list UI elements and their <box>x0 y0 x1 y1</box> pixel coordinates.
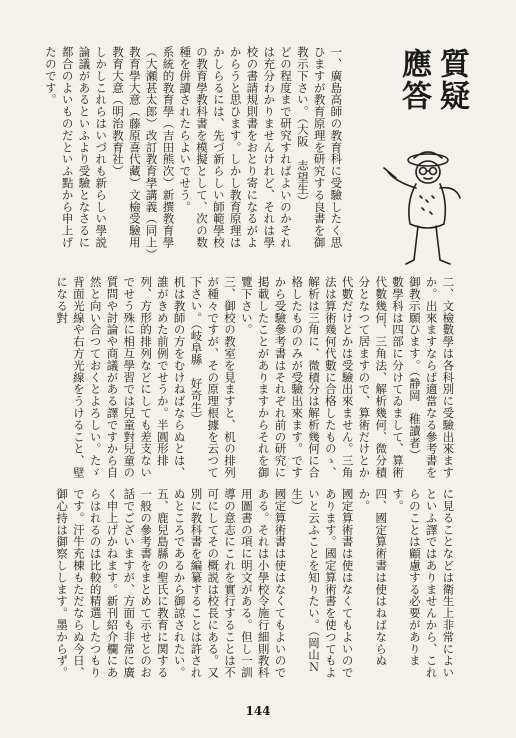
article-upper-text <box>43 46 378 260</box>
lower-paragraphs: に見ることなどは衛生上非常によいといふ譯ではありませんから、これらのことは顧慮する必要があります。 四、國定算術書は使はねばならぬか。 國定算術書は使はなくてもよいのであります。國定算術書を使つてもよいと云ふことを知りたい。（岡山Ｎ生） 國定算術書は使はなくてもよいのである。それは小學校令施行細則教科用圖書の項に明文がある。但し一訓導の意志にこれを實行することは不可にしてその概説は校長にある。又別に教科書を編纂することは許されぬところであるから御諒されたい。 五、鹿兒島縣の聖氏に教育に関する一般の參考書をまとめて示せとのお話でございますが、方面も非常に廣く申上げかねます。新刊紹介欄にあらはれるのは比較的精選したつもりです。汗牛充棟もただならぬ今日、御心持は御察しします。墨からず。 <box>55 488 456 679</box>
upper-paragraphs: 一、廣島高師の教育科に受驗したく思ひますが教育原理を研究する良書を御教示下さい。（大阪 志望生） どの程度まで研究すればよいのかそれは充分わかりませんけれど、それは學校の書請規則書をおとり寄になるがよからうと思ひます。しかし教育原理はかしらるには、先づ新らしい師範學校の教育學教科書を模擬として、次の数種を併讀されたらよいでせう。 系統的教育學（吉田熊次）新撰教育學（大瀬甚太郎）改訂教育學講義（同上）教育學大意（藤原喜代藏）文檢受驗用教育大意（明治教育社） しかしこれらはいづれも新らしい學説論議があるといふより受驗となさるに都合のよいものだといふ點から申上げたのです。 <box>43 46 344 255</box>
title-line-1: 質疑 <box>434 48 469 112</box>
middle-paragraphs: 二、文檢數學は各科別に受驗出來ますか。出來ますならば適當なる參考書を御教示願ひます。（静岡 稚讀者） 數學科は四部に分けてゐまして、算術代數幾何、三角法、解析幾何、微分積分となつて居ますので、算術だけとか代數だけとかは受驗出來ません。三角法は算術幾何代數に合格したものゝ、解析は三角に、微積分は解析幾何に合格したもののみが受驗出來ます。ですから受驗參考書はそれぞれ前の研究に掲載したことがありますからそれを御覽下さい。 三、御校の教室を見ますと、机の排列が種々ですが、その原理根據を云つて下さい。（岐阜縣 好奇生） 机は教師の方をむけねばならぬとは、誰がきめた前例でせうか。半圓形排列、方形的排列などにしても差支ないでせう殊に相互學習では兒童對兒童の質問や討論や商議がある譯ですから自然と向い合つておくとよろしい。たゞ背面光線や右方光線をうけること、壁になる對 <box>55 276 456 479</box>
section-title <box>394 48 470 112</box>
article-lower-text <box>20 488 490 688</box>
article-middle-text <box>20 276 490 486</box>
page-number: 144 <box>245 704 271 718</box>
title-line-2: 應答 <box>396 48 431 112</box>
illustration-man <box>376 142 476 272</box>
